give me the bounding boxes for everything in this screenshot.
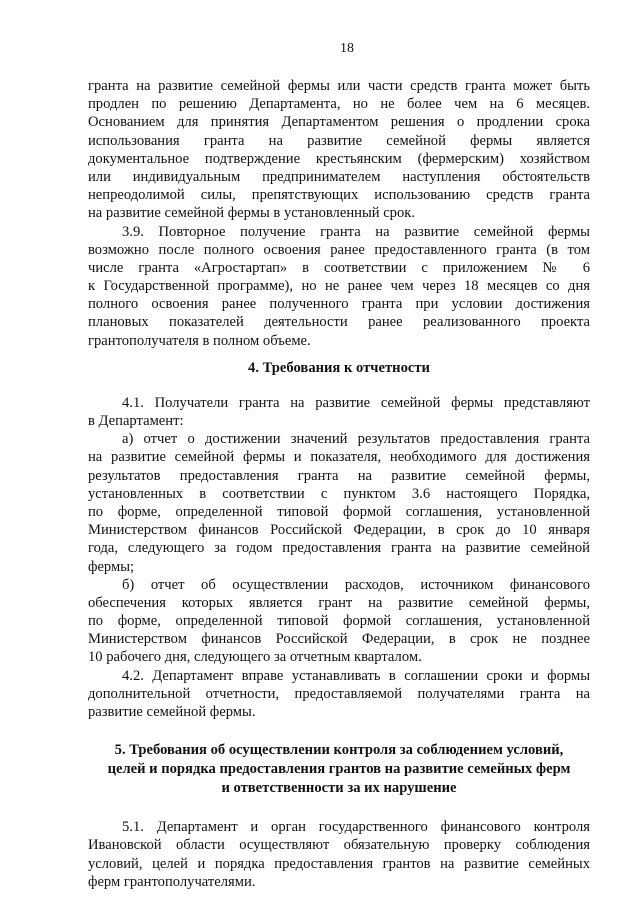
page-number: 18 — [340, 41, 354, 56]
text-line: результатов предоставления гранта на развитие семейной фермы, — [88, 467, 590, 484]
text-line: 5.1. Департамент и орган государственного финансового контроля — [122, 819, 590, 836]
text-line: развитие семейной фермы. — [88, 704, 256, 720]
heading-line: целей и порядка предоставления грантов на развитие семейных ферм — [107, 761, 571, 778]
text-line: или индивидуальным предпринимателем наступления обстоятельств — [88, 168, 590, 185]
text-line: Основанием для принятия Департаментом решения о продлении срока — [88, 114, 590, 131]
text-line: 4.2. Департамент вправе устанавливать в соглашении сроки и формы — [122, 667, 590, 684]
paragraph-5-1 — [88, 818, 590, 891]
text-line: 4.1. Получатели гранта на развитие семейной фермы представляют — [122, 394, 590, 411]
text-line: условий, целей и порядка предоставления грантов на развитие семейных — [88, 855, 590, 872]
text-line: по форме, определенной типовой формой соглашения, установленной — [88, 503, 590, 520]
text-line: Министерством финансов Российской Федерации, в срок не позднее — [88, 631, 590, 648]
paragraph-3-9 — [88, 223, 590, 350]
text-line: продлен по решению Департамента, но не более чем на 6 месяцев. — [88, 96, 590, 113]
text-line: плановых показателей деятельности ранее реализованного проекта — [88, 314, 590, 331]
text-line: ферм грантополучателями. — [88, 873, 256, 890]
text-line: обеспечения которых является грант на развитие семейной фермы, — [88, 594, 590, 611]
text-line: б) отчет об осуществлении расходов, источником финансового — [122, 576, 590, 593]
text-line: дополнительной отчетности, предоставляемой получателями гранта на — [88, 685, 590, 702]
text-line: документальное подтверждение крестьянским (фермерским) хозяйством — [88, 150, 590, 167]
text-line: полного освоения ранее полученного гранта при условии достижения — [88, 296, 590, 313]
text-line: использования гранта на развитие семейной фермы является — [88, 132, 590, 149]
section-heading-5 — [88, 741, 590, 798]
section-heading-4: 4. Требования к отчетности — [248, 359, 430, 376]
text-line: числе гранта «Агростартап» в соответствии с приложением № 6 — [88, 259, 590, 276]
paragraph-4-1-b — [88, 576, 590, 667]
text-line: года, следующего за годом предоставления гранта на развитие семейной — [88, 540, 590, 557]
paragraph-4-2 — [88, 667, 590, 722]
document-page — [88, 40, 590, 891]
text-line: 3.9. Повторное получение гранта на развитие семейной фермы — [122, 223, 590, 240]
text-line: в Департамент: — [88, 413, 184, 429]
text-line: 10 рабочего дня, следующего за отчетным кварталом. — [88, 649, 422, 666]
paragraph-4-1-a — [88, 430, 590, 576]
text-line: на развитие семейной фермы и показателя, необходимого для достижения — [88, 449, 590, 466]
text-line: возможно после полного освоения ранее предоставленного гранта (в том — [88, 241, 590, 258]
paragraph-continuation — [88, 77, 590, 223]
text-line: к Государственной программе), но не ранее чем через 18 месяцев со дня — [88, 278, 590, 295]
heading-line: и ответственности за их нарушение — [221, 780, 457, 797]
text-line: грантополучателя в полном объеме. — [88, 332, 311, 349]
heading-line: 5. Требования об осуществлении контроля за соблюдением условий, — [114, 742, 564, 759]
text-line: Министерством финансов Российской Федерации, в срок до 10 января — [88, 522, 590, 539]
text-line: на развитие семейной фермы в установленный срок. — [88, 205, 416, 222]
text-line: Ивановской области осуществляют обязательную проверку соблюдения — [88, 837, 590, 854]
text-line: фермы; — [88, 558, 135, 575]
text-line: по форме, определенной типовой формой соглашения, установленной — [88, 613, 590, 630]
text-line: а) отчет о достижении значений результатов предоставления гранта — [122, 431, 590, 448]
text-line: гранта на развитие семейной фермы или части средств гранта может быть — [88, 78, 590, 94]
text-line: установленных в соответствии с пунктом 3.6 настоящего Порядка, — [88, 485, 590, 502]
paragraph-4-1 — [88, 394, 590, 430]
text-line: непреодолимой силы, препятствующих использованию средств гранта — [88, 187, 590, 204]
